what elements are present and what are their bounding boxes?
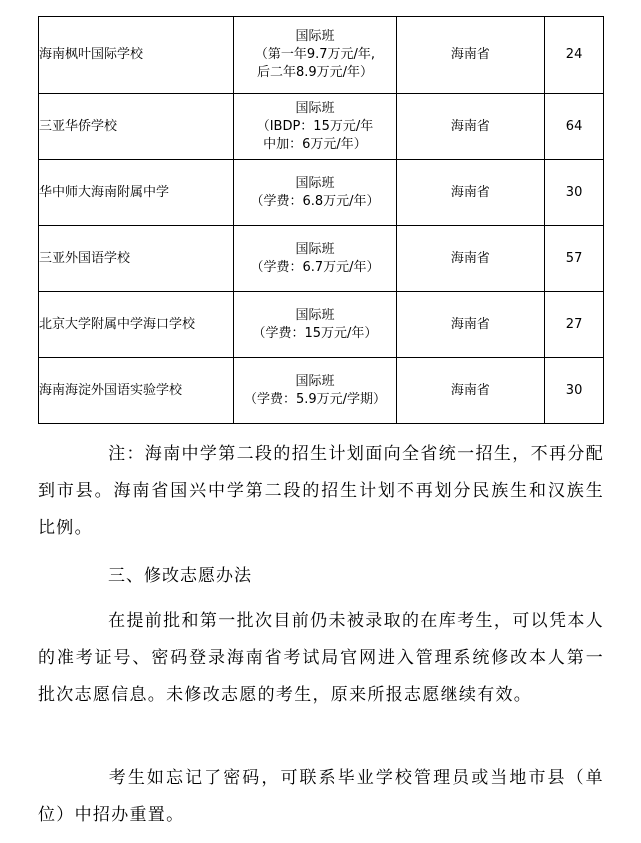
school-name: 海南枫叶国际学校 [39, 17, 234, 94]
class-type-line: （学费：6.8万元/年） [250, 193, 380, 209]
class-type-line: （学费：5.9万元/学期） [243, 391, 386, 407]
class-type [234, 17, 397, 94]
enrollment-count: 30 [545, 358, 604, 424]
class-type-line: （IBDP：15万元/年 [256, 118, 374, 134]
table-row [39, 160, 604, 226]
class-type-line: 国际班 [295, 29, 335, 44]
enrollment-count: 27 [545, 292, 604, 358]
class-type [234, 94, 397, 160]
class-type-line: （学费：6.7万元/年） [250, 259, 380, 275]
class-type-line: 国际班 [295, 175, 335, 191]
class-type-line: 中加：6万元/年） [263, 136, 367, 152]
enrollment-count: 30 [545, 160, 604, 226]
class-type [234, 292, 397, 358]
enrollment-count: 57 [545, 226, 604, 292]
class-type-line: 国际班 [295, 373, 335, 389]
class-type-line: 国际班 [295, 241, 335, 257]
class-type-line: 后二年8.9万元/年） [256, 65, 373, 80]
class-type-line: 国际班 [295, 307, 335, 323]
class-type [234, 358, 397, 424]
modify-text: 在提前批和第一批次目前仍未被录取的在库考生，可以凭本人的准考证号、密码登录海南省考试局官网进入管理系统修改本人第一批次志愿信息。未修改志愿的考生，原来所报志愿继续有效。 [38, 611, 604, 705]
enrollment-count: 64 [545, 94, 604, 160]
table-row [39, 226, 604, 292]
class-type-line: 国际班 [295, 100, 335, 116]
province: 海南省 [396, 94, 544, 160]
password-text: 考生如忘记了密码，可联系毕业学校管理员或当地市县（单位）中招办重置。 [38, 768, 604, 825]
province: 海南省 [396, 226, 544, 292]
school-name: 三亚华侨学校 [39, 94, 234, 160]
table-row [39, 358, 604, 424]
class-type [234, 160, 397, 226]
note-paragraph [38, 436, 604, 547]
modify-paragraph [38, 603, 604, 714]
province: 海南省 [396, 160, 544, 226]
class-type [234, 226, 397, 292]
table-row [39, 17, 604, 94]
school-name: 海南海淀外国语实验学校 [39, 358, 234, 424]
note-text: 注：海南中学第二段的招生计划面向全省统一招生，不再分配到市县。海南省国兴中学第二段的招生计划不再划分民族生和汉族生比例。 [38, 444, 604, 538]
province: 海南省 [396, 358, 544, 424]
school-name: 北京大学附属中学海口学校 [39, 292, 234, 358]
password-paragraph [38, 760, 604, 834]
section-heading: 三、修改志愿办法 [108, 566, 252, 586]
province: 海南省 [396, 292, 544, 358]
table-row [39, 292, 604, 358]
school-name: 华中师大海南附属中学 [39, 160, 234, 226]
province: 海南省 [396, 17, 544, 94]
class-type-line: （学费：15万元/年） [252, 325, 378, 341]
enrollment-count: 24 [545, 17, 604, 94]
class-type-line: （第一年9.7万元/年, [254, 47, 376, 62]
table-row [39, 94, 604, 160]
school-name: 三亚外国语学校 [39, 226, 234, 292]
admission-table [38, 16, 604, 424]
